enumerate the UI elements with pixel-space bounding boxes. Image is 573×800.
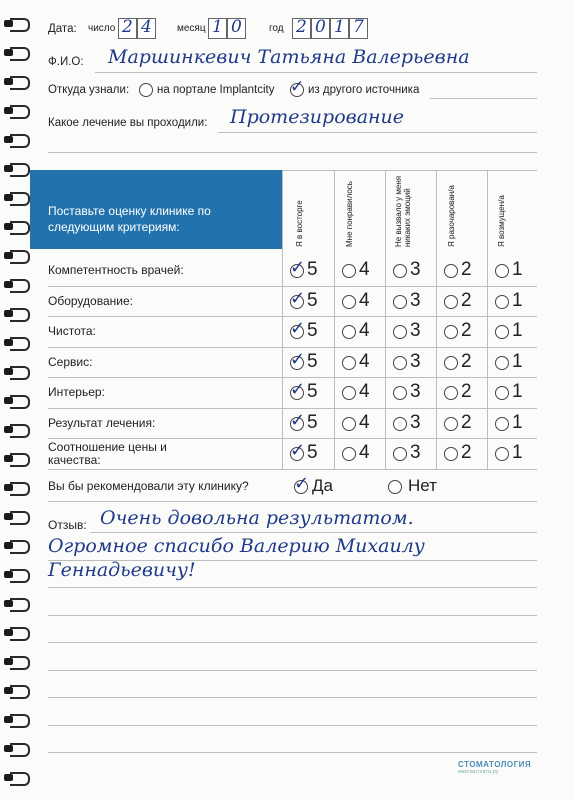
rating-value: 3 <box>410 411 421 433</box>
rating-radio[interactable] <box>290 287 306 309</box>
spiral-ring <box>4 627 28 638</box>
year-digit-box[interactable] <box>349 18 368 39</box>
rating-radio[interactable] <box>495 264 509 278</box>
rating-option[interactable] <box>338 379 388 407</box>
rating-value: 2 <box>461 350 472 372</box>
spiral-ring <box>4 279 28 290</box>
rating-option[interactable] <box>491 288 541 316</box>
spiral-ring <box>4 453 28 464</box>
rating-radio[interactable] <box>393 447 407 461</box>
rating-option[interactable] <box>286 349 336 377</box>
rating-option[interactable] <box>389 288 439 316</box>
treatment-underline <box>218 132 537 133</box>
rating-option[interactable] <box>338 257 388 285</box>
spiral-ring <box>4 366 28 377</box>
column-header: Мне понравилось <box>345 181 354 247</box>
rating-option[interactable] <box>338 288 388 316</box>
recommend-label: Вы бы рекомендовали эту клинику? <box>48 479 249 493</box>
year-digit-box[interactable] <box>330 18 349 39</box>
rating-value: 3 <box>410 381 421 402</box>
spiral-wire <box>10 743 30 757</box>
rating-value: 5 <box>307 289 318 311</box>
rating-radio[interactable] <box>444 386 458 400</box>
check-icon: ✓ <box>290 440 306 461</box>
rating-option[interactable] <box>440 440 490 468</box>
rating-radio[interactable] <box>393 325 407 339</box>
spiral-ring <box>4 714 28 725</box>
rating-option[interactable] <box>389 379 439 407</box>
day-digit: 4 <box>141 17 152 37</box>
spiral-wire <box>10 337 30 351</box>
rating-radio[interactable] <box>495 417 509 431</box>
review-line <box>48 642 537 643</box>
rating-value: 4 <box>359 350 370 372</box>
year-label: год <box>269 23 284 34</box>
rating-radio[interactable] <box>444 356 458 370</box>
rating-radio[interactable] <box>495 447 509 461</box>
rating-value: 5 <box>307 442 318 463</box>
treatment-underline-2 <box>48 152 537 153</box>
rating-value: 5 <box>307 381 318 402</box>
rating-value: 3 <box>410 350 421 372</box>
row-divider <box>48 316 537 317</box>
check-icon: ✓ <box>290 318 306 339</box>
day-digit-box[interactable] <box>118 18 137 39</box>
rating-value: 2 <box>461 442 472 463</box>
check-icon: ✓ <box>290 287 306 309</box>
criterion-label: Интерьер: <box>48 385 105 399</box>
row-divider <box>48 347 537 348</box>
source-option2-radio[interactable] <box>290 77 305 97</box>
rating-value: 5 <box>307 320 318 341</box>
rating-radio[interactable] <box>342 417 356 431</box>
spiral-wire <box>10 540 30 554</box>
review-line <box>90 532 537 533</box>
spiral-wire <box>10 192 30 206</box>
check-icon: ✓ <box>294 473 310 494</box>
rating-option[interactable] <box>338 349 388 377</box>
rating-radio[interactable] <box>393 417 407 431</box>
check-icon: ✓ <box>290 77 305 97</box>
spiral-wire <box>10 482 30 496</box>
rating-radio[interactable] <box>495 325 509 339</box>
check-icon: ✓ <box>290 257 306 278</box>
treatment-label: Какое лечение вы проходили: <box>48 117 208 129</box>
year-digit: 1 <box>334 17 345 37</box>
review-text-line[interactable]: Геннадьевичу! <box>48 559 196 581</box>
review-text-line[interactable]: Огромное спасибо Валерию Михаилу <box>48 535 425 557</box>
row-divider <box>48 286 537 287</box>
spiral-wire <box>10 714 30 728</box>
day-digit: 2 <box>122 17 133 37</box>
rating-radio[interactable] <box>290 379 306 400</box>
rating-option[interactable] <box>286 257 336 285</box>
source-underline <box>430 98 537 99</box>
year-digit: 2 <box>296 17 307 37</box>
spiral-wire <box>10 598 30 612</box>
month-digit: 0 <box>231 17 242 37</box>
row-divider <box>48 469 537 470</box>
source-option1-radio[interactable] <box>139 83 153 97</box>
review-label: Отзыв: <box>48 518 87 532</box>
criterion-label: Оборудование: <box>48 293 133 308</box>
year-digit-box[interactable] <box>292 18 311 39</box>
rating-option[interactable] <box>440 257 490 285</box>
rating-option[interactable] <box>440 349 490 377</box>
spiral-ring <box>4 105 28 116</box>
spiral-wire <box>10 772 30 786</box>
column-header: Я в восторге <box>295 200 304 247</box>
rating-value: 5 <box>307 350 318 372</box>
rating-value: 1 <box>512 320 523 341</box>
rating-value: 2 <box>461 259 472 280</box>
rating-radio[interactable] <box>342 295 356 309</box>
column-header: Я возмущен/а <box>497 195 506 247</box>
rating-option[interactable] <box>389 257 439 285</box>
source-label: Откуда узнали: <box>48 84 130 96</box>
rating-option[interactable] <box>286 288 336 316</box>
spiral-wire <box>10 308 30 322</box>
rating-value: 3 <box>410 289 421 311</box>
rating-option[interactable] <box>389 349 439 377</box>
check-icon: ✓ <box>290 379 306 400</box>
spiral-ring <box>4 308 28 319</box>
rating-value: 3 <box>410 442 421 463</box>
rating-value: 3 <box>410 259 421 280</box>
month-digit-box[interactable] <box>208 18 227 39</box>
criterion-label: Компетентность врачей: <box>48 263 184 277</box>
rating-radio[interactable] <box>290 348 306 370</box>
spiral-ring <box>4 76 28 87</box>
rating-radio[interactable] <box>444 295 458 309</box>
spiral-ring <box>4 250 28 261</box>
spiral-ring <box>4 598 28 609</box>
month-label: месяц <box>177 23 206 34</box>
rating-radio[interactable] <box>393 386 407 400</box>
year-digit-box[interactable] <box>311 18 330 39</box>
rating-radio[interactable] <box>444 447 458 461</box>
spiral-ring <box>4 18 28 29</box>
rating-radio[interactable] <box>444 325 458 339</box>
spiral-ring <box>4 163 28 174</box>
rating-option[interactable] <box>491 318 541 346</box>
rating-value: 2 <box>461 289 472 311</box>
rating-value: 4 <box>359 320 370 341</box>
review-line <box>48 615 537 616</box>
review-line <box>48 670 537 671</box>
spiral-ring <box>4 540 28 551</box>
recommend-underline <box>48 501 537 502</box>
rating-radio[interactable] <box>342 264 356 278</box>
spiral-wire <box>10 569 30 583</box>
spiral-wire <box>10 656 30 670</box>
column-header: Я разочарован/а <box>447 185 456 247</box>
rating-option[interactable] <box>286 440 336 468</box>
rating-value: 2 <box>461 320 472 341</box>
rating-radio[interactable] <box>495 386 509 400</box>
spiral-wire <box>10 18 30 32</box>
spiral-ring <box>4 47 28 58</box>
rating-value: 5 <box>307 259 318 280</box>
spiral-ring <box>4 134 28 145</box>
rating-option[interactable] <box>491 410 541 438</box>
day-digit-box[interactable] <box>137 18 156 39</box>
day-label: число <box>88 23 116 34</box>
grid-line <box>282 170 283 470</box>
review-line <box>48 587 537 588</box>
recommend-no-radio[interactable] <box>388 480 402 494</box>
criterion-label: Сервис: <box>48 354 93 369</box>
spiral-wire <box>10 424 30 438</box>
spiral-wire <box>10 366 30 380</box>
rating-value: 5 <box>307 411 318 433</box>
rating-value: 2 <box>461 411 472 433</box>
rating-radio[interactable] <box>290 257 306 278</box>
rating-value: 1 <box>512 259 523 280</box>
spiral-wire <box>10 627 30 641</box>
logo-subtitle: имплантсити.ру <box>458 769 499 775</box>
row-divider <box>48 408 537 409</box>
clinic-logo <box>458 760 531 775</box>
fio-label: Ф.И.О: <box>48 56 84 68</box>
rating-radio[interactable] <box>342 447 356 461</box>
notebook-spiral <box>0 0 30 800</box>
rating-radio[interactable] <box>393 295 407 309</box>
logo-word: СТОМАТОЛОГИЯ <box>458 760 532 769</box>
date-label: Дата: <box>48 23 77 35</box>
spiral-wire <box>10 511 30 525</box>
rating-value: 4 <box>359 259 370 280</box>
spiral-ring <box>4 424 28 435</box>
grid-top-line <box>282 170 537 171</box>
spiral-ring <box>4 772 28 783</box>
recommend-no-label: Нет <box>408 476 437 495</box>
rating-option[interactable] <box>338 318 388 346</box>
rating-radio[interactable] <box>342 356 356 370</box>
spiral-ring <box>4 395 28 406</box>
spiral-ring <box>4 743 28 754</box>
spiral-wire <box>10 221 30 235</box>
rating-radio[interactable] <box>444 417 458 431</box>
rating-option[interactable] <box>286 379 336 407</box>
check-icon: ✓ <box>290 348 306 370</box>
rating-option[interactable] <box>440 288 490 316</box>
rating-value: 4 <box>359 442 370 463</box>
review-line <box>48 752 537 753</box>
spiral-ring <box>4 569 28 580</box>
rating-option[interactable] <box>491 257 541 285</box>
spiral-ring <box>4 685 28 696</box>
spiral-ring <box>4 656 28 667</box>
rating-radio[interactable] <box>342 386 356 400</box>
rating-option[interactable] <box>389 318 439 346</box>
rating-value: 1 <box>512 350 523 372</box>
column-header: Не вызвало у меня никаких эмоций <box>394 175 412 247</box>
rating-value: 4 <box>359 411 370 433</box>
year-digit: 0 <box>315 17 326 37</box>
rating-radio[interactable] <box>444 264 458 278</box>
spiral-wire <box>10 453 30 467</box>
recommend-yes-radio[interactable] <box>294 473 310 494</box>
rating-option[interactable] <box>491 440 541 468</box>
source-option1-label: на портале Implantcity <box>157 84 275 96</box>
rating-option[interactable] <box>440 410 490 438</box>
rating-radio[interactable] <box>290 318 306 339</box>
review-text-line[interactable]: Очень довольна результатом. <box>100 507 414 529</box>
rating-value: 4 <box>359 289 370 311</box>
criterion-label: Результат лечения: <box>48 415 156 430</box>
rating-radio[interactable] <box>290 409 306 431</box>
spiral-wire <box>10 47 30 61</box>
row-divider <box>48 377 537 378</box>
fio-underline <box>95 72 537 73</box>
month-digit: 1 <box>212 17 223 37</box>
rating-value: 3 <box>410 320 421 341</box>
rating-option[interactable] <box>389 440 439 468</box>
treatment-value[interactable]: Протезирование <box>230 106 405 128</box>
rating-value: 1 <box>512 442 523 463</box>
rating-radio[interactable] <box>495 356 509 370</box>
spiral-ring <box>4 337 28 348</box>
rating-option[interactable] <box>286 318 336 346</box>
rating-option[interactable] <box>338 410 388 438</box>
rating-value: 1 <box>512 381 523 402</box>
review-line <box>48 725 537 726</box>
spiral-ring <box>4 221 28 232</box>
check-icon: ✓ <box>290 409 306 431</box>
spiral-wire <box>10 163 30 177</box>
rating-option[interactable] <box>286 410 336 438</box>
spiral-wire <box>10 250 30 264</box>
month-digit-box[interactable] <box>227 18 246 39</box>
spiral-wire <box>10 134 30 148</box>
spiral-wire <box>10 279 30 293</box>
spiral-wire <box>10 105 30 119</box>
rating-radio[interactable] <box>495 295 509 309</box>
year-digit: 7 <box>353 17 364 37</box>
rating-banner-text: Поставьте оценку клинике по следующим критериям: <box>48 204 211 234</box>
rating-option[interactable] <box>491 379 541 407</box>
spiral-wire <box>10 76 30 90</box>
rating-value: 1 <box>512 411 523 433</box>
rating-radio[interactable] <box>393 264 407 278</box>
recommend-yes-label: Да <box>312 476 333 495</box>
source-option2-label: из другого источника <box>308 84 420 96</box>
rating-radio[interactable] <box>393 356 407 370</box>
criterion-label: Чистота: <box>48 324 96 338</box>
rating-option[interactable] <box>491 349 541 377</box>
rating-value: 1 <box>512 289 523 311</box>
fio-value[interactable]: Маршинкевич Татьяна Валерьевна <box>108 46 470 68</box>
rating-option[interactable] <box>440 379 490 407</box>
rating-radio[interactable] <box>342 325 356 339</box>
rating-option[interactable] <box>338 440 388 468</box>
review-line <box>48 697 537 698</box>
rating-radio[interactable] <box>290 440 306 461</box>
row-divider <box>48 438 537 439</box>
spiral-ring <box>4 511 28 522</box>
rating-option[interactable] <box>389 410 439 438</box>
spiral-ring <box>4 482 28 493</box>
rating-option[interactable] <box>440 318 490 346</box>
criterion-label: Соотношение цены и качества: <box>48 440 167 467</box>
spiral-wire <box>10 395 30 409</box>
spiral-ring <box>4 192 28 203</box>
rating-value: 2 <box>461 381 472 402</box>
spiral-wire <box>10 685 30 699</box>
rating-value: 4 <box>359 381 370 402</box>
